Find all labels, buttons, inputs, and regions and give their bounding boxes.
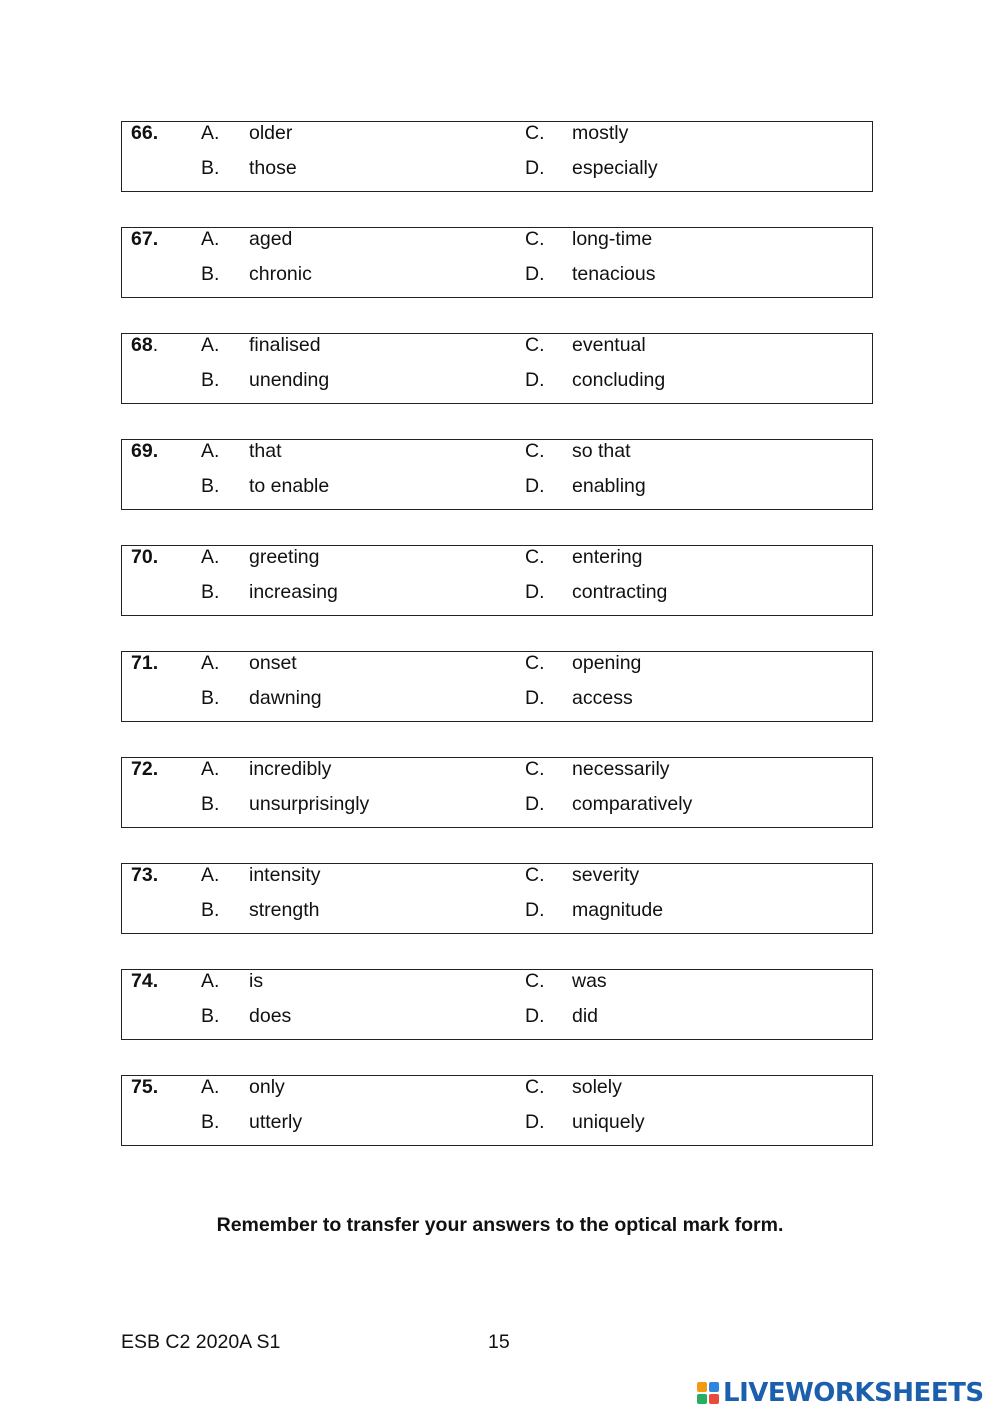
option-letter: D. (525, 899, 545, 921)
option-letter: D. (525, 475, 545, 497)
option-text[interactable]: severity (572, 864, 640, 886)
question-number-digits: 67 (131, 228, 153, 250)
question-list (121, 121, 873, 1181)
option-letter: C. (525, 652, 545, 674)
option-letter: C. (525, 970, 545, 992)
option-text[interactable]: aged (249, 228, 293, 250)
option-letter: D. (525, 687, 545, 709)
option-letter: B. (201, 581, 220, 603)
question-number (131, 864, 158, 886)
question-number-period: . (152, 228, 159, 250)
question-66 (121, 121, 873, 192)
question-75 (121, 1075, 873, 1146)
option-letter: B. (201, 475, 220, 497)
option-letter: C. (525, 864, 545, 886)
exam-code: ESB C2 2020A S1 (121, 1331, 281, 1353)
option-letter: A. (201, 546, 220, 568)
option-letter: D. (525, 581, 545, 603)
question-number-digits: 69 (131, 440, 153, 462)
option-text[interactable]: unending (249, 369, 330, 391)
option-text[interactable]: eventual (572, 334, 646, 356)
option-text[interactable]: unsurprisingly (249, 793, 370, 815)
option-letter: D. (525, 793, 545, 815)
question-number-period: . (152, 1076, 159, 1098)
question-number (131, 228, 158, 250)
question-74 (121, 969, 873, 1040)
option-text[interactable]: intensity (249, 864, 321, 886)
option-letter: B. (201, 899, 220, 921)
question-67 (121, 227, 873, 298)
option-text[interactable]: opening (572, 652, 642, 674)
question-number-period: . (152, 970, 159, 992)
option-letter: D. (525, 263, 545, 285)
option-letter: D. (525, 369, 545, 391)
option-text[interactable]: does (249, 1005, 292, 1027)
option-letter: A. (201, 440, 220, 462)
option-text[interactable]: so that (572, 440, 631, 462)
question-number (131, 652, 158, 674)
option-letter: B. (201, 1005, 220, 1027)
question-number-period: . (152, 334, 159, 356)
question-number-digits: 68 (131, 334, 153, 356)
question-number-period: . (152, 652, 159, 674)
option-letter: A. (201, 652, 220, 674)
option-text[interactable]: especially (572, 157, 658, 179)
option-letter: D. (525, 1111, 545, 1133)
question-number (131, 440, 158, 462)
option-text[interactable]: uniquely (572, 1111, 645, 1133)
option-letter: B. (201, 263, 220, 285)
option-text[interactable]: access (572, 687, 633, 709)
option-letter: A. (201, 228, 220, 250)
option-letter: A. (201, 758, 220, 780)
option-letter: B. (201, 1111, 220, 1133)
option-letter: A. (201, 864, 220, 886)
option-text[interactable]: dawning (249, 687, 322, 709)
option-letter: D. (525, 1005, 545, 1027)
question-number (131, 334, 158, 356)
option-text[interactable]: entering (572, 546, 643, 568)
question-number-period: . (152, 440, 159, 462)
question-number-digits: 70 (131, 546, 153, 568)
option-text[interactable]: did (572, 1005, 599, 1027)
option-letter: C. (525, 758, 545, 780)
question-69 (121, 439, 873, 510)
reminder-text: Remember to transfer your answers to the optical mark form. (216, 1214, 784, 1236)
option-text[interactable]: onset (249, 652, 297, 674)
option-letter: C. (525, 440, 545, 462)
option-letter: A. (201, 122, 220, 144)
option-text[interactable]: older (249, 122, 293, 144)
option-letter: A. (201, 334, 220, 356)
question-number-digits: 73 (131, 864, 153, 886)
page-number: 15 (488, 1331, 510, 1353)
question-number-digits: 72 (131, 758, 153, 780)
liveworksheets-wordmark: LIVEWORKSHEETS (723, 1378, 984, 1408)
option-letter: A. (201, 970, 220, 992)
option-text[interactable]: to enable (249, 475, 330, 497)
option-letter: B. (201, 369, 220, 391)
question-70 (121, 545, 873, 616)
question-73 (121, 863, 873, 934)
liveworksheets-logo[interactable] (697, 1376, 984, 1410)
question-number-period: . (152, 864, 159, 886)
option-text[interactable]: increasing (249, 581, 338, 603)
option-letter: C. (525, 1076, 545, 1098)
option-text[interactable]: is (249, 970, 264, 992)
option-text[interactable]: utterly (249, 1111, 303, 1133)
option-text[interactable]: those (249, 157, 297, 179)
option-text[interactable]: greeting (249, 546, 320, 568)
option-text[interactable]: incredibly (249, 758, 332, 780)
question-number (131, 758, 158, 780)
option-text[interactable]: contracting (572, 581, 668, 603)
option-letter: C. (525, 228, 545, 250)
option-text[interactable]: long-time (572, 228, 653, 250)
option-letter: C. (525, 122, 545, 144)
option-text[interactable]: that (249, 440, 282, 462)
option-letter: B. (201, 687, 220, 709)
question-number-digits: 66 (131, 122, 153, 144)
option-letter: A. (201, 1076, 220, 1098)
option-text[interactable]: chronic (249, 263, 312, 285)
option-text[interactable]: finalised (249, 334, 321, 356)
option-text[interactable]: tenacious (572, 263, 656, 285)
question-number-digits: 75 (131, 1076, 153, 1098)
option-text[interactable]: enabling (572, 475, 646, 497)
option-text[interactable]: magnitude (572, 899, 664, 921)
option-text[interactable]: only (249, 1076, 285, 1098)
question-number (131, 970, 158, 992)
option-text[interactable]: concluding (572, 369, 666, 391)
question-number-digits: 74 (131, 970, 153, 992)
question-number (131, 122, 158, 144)
question-71 (121, 651, 873, 722)
option-letter: C. (525, 334, 545, 356)
option-text[interactable]: mostly (572, 122, 629, 144)
question-68 (121, 333, 873, 404)
question-number (131, 1076, 158, 1098)
option-letter: D. (525, 157, 545, 179)
question-number (131, 546, 158, 568)
option-text[interactable]: comparatively (572, 793, 693, 815)
option-letter: B. (201, 793, 220, 815)
question-number-period: . (152, 122, 159, 144)
option-text[interactable]: strength (249, 899, 320, 921)
question-72 (121, 757, 873, 828)
option-text[interactable]: solely (572, 1076, 622, 1098)
question-number-digits: 71 (131, 652, 153, 674)
option-text[interactable]: necessarily (572, 758, 670, 780)
liveworksheets-logo-icon (697, 1382, 719, 1404)
option-letter: B. (201, 157, 220, 179)
question-number-period: . (152, 546, 159, 568)
option-letter: C. (525, 546, 545, 568)
option-text[interactable]: was (572, 970, 607, 992)
question-number-period: . (152, 758, 159, 780)
